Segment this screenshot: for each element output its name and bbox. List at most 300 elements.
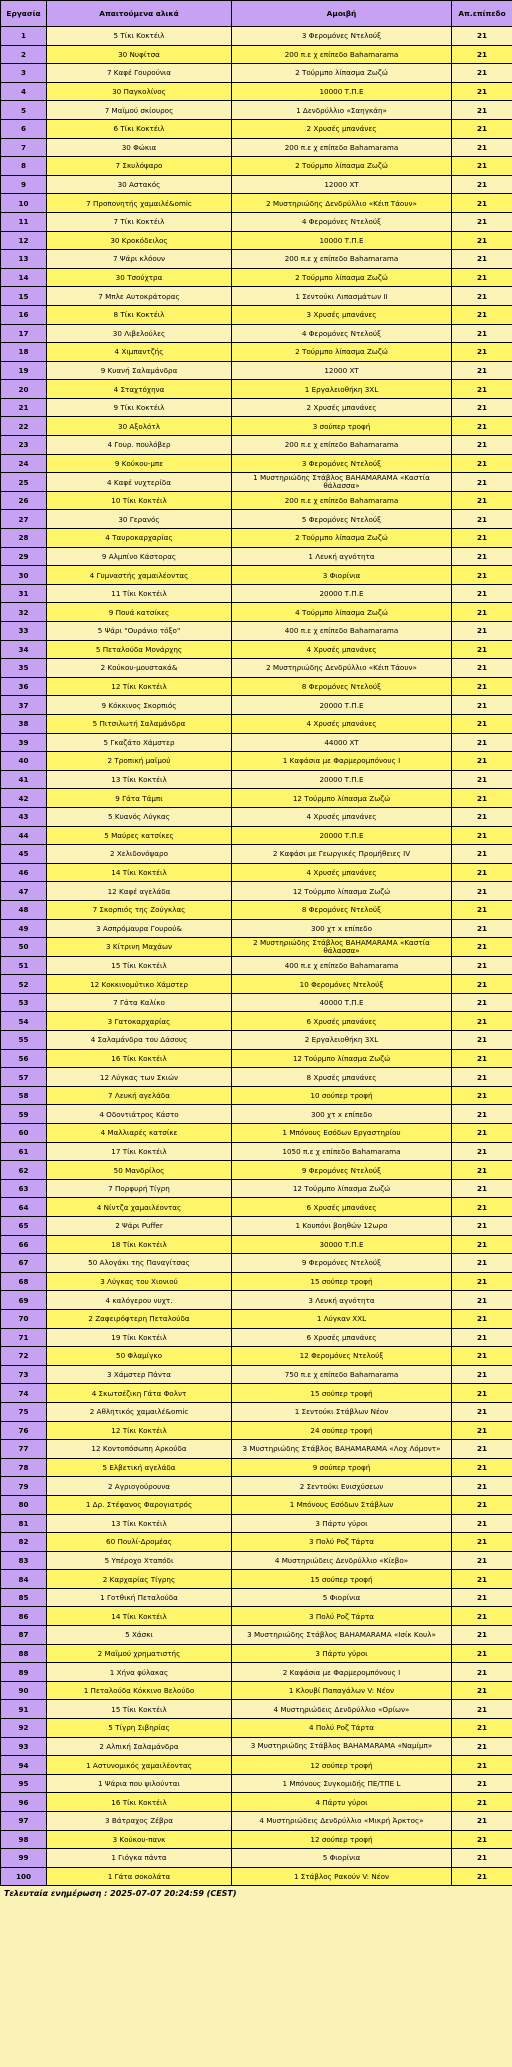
required-animals-cell: 6 Τίκι Κοκτέιλ (47, 119, 232, 138)
required-animals-cell: 7 Γάτα Καλίκο (47, 993, 232, 1012)
required-level-cell: 21 (452, 566, 512, 585)
task-number-cell: 43 (1, 807, 47, 826)
table-row (1, 1217, 512, 1236)
task-number-cell: 24 (1, 454, 47, 473)
table-row (1, 305, 512, 324)
reward-cell: 4 Πάρτυ γύροι (232, 1793, 452, 1812)
reward-cell: 2 Εργαλειοθήκη 3XL (232, 1031, 452, 1050)
table-row (1, 677, 512, 696)
required-animals-cell: 2 Τροπική μαϊμού (47, 752, 232, 771)
table-row (1, 417, 512, 436)
required-level-cell: 21 (452, 659, 512, 678)
required-animals-cell: 3 Γατοκαρχαρίας (47, 1012, 232, 1031)
task-number-cell: 15 (1, 287, 47, 306)
required-level-cell: 21 (452, 863, 512, 882)
reward-cell: 3 Πάρτυ γύροι (232, 1644, 452, 1663)
task-number-cell: 4 (1, 82, 47, 101)
required-animals-cell: 30 Γερανός (47, 510, 232, 529)
task-number-cell: 41 (1, 770, 47, 789)
reward-cell: 12 Τούρμπο λίπασμα Ζωζώ (232, 1179, 452, 1198)
table-row (1, 993, 512, 1012)
reward-cell: 15 σούπερ τροφή (232, 1570, 452, 1589)
reward-cell: 12000 XT (232, 361, 452, 380)
required-level-cell: 21 (452, 1812, 512, 1831)
required-level-cell: 21 (452, 640, 512, 659)
task-number-cell: 58 (1, 1086, 47, 1105)
task-number-cell: 95 (1, 1774, 47, 1793)
task-number-cell: 99 (1, 1849, 47, 1868)
table-row (1, 1142, 512, 1161)
table-row (1, 287, 512, 306)
reward-cell: 2 Τούρμπο λίπασμα Ζωζώ (232, 529, 452, 548)
required-animals-cell: 3 Χάμστερ Πάντα (47, 1365, 232, 1384)
required-level-cell: 21 (452, 1551, 512, 1570)
reward-cell: 3 Λευκή αγνότητα (232, 1291, 452, 1310)
required-level-cell: 21 (452, 752, 512, 771)
required-level-cell: 21 (452, 938, 512, 957)
task-number-cell: 63 (1, 1179, 47, 1198)
reward-cell: 200 π.ε χ επίπεδο Bahamarama (232, 491, 452, 510)
required-level-cell: 21 (452, 1421, 512, 1440)
required-level-cell: 21 (452, 529, 512, 548)
task-number-cell: 84 (1, 1570, 47, 1589)
required-animals-cell: 3 Λύγκας του Χιονιού (47, 1272, 232, 1291)
task-number-cell: 32 (1, 603, 47, 622)
required-animals-cell: 30 Τσούχτρα (47, 268, 232, 287)
task-number-cell: 52 (1, 975, 47, 994)
task-number-cell: 8 (1, 157, 47, 176)
table-row (1, 1458, 512, 1477)
table-row (1, 361, 512, 380)
reward-cell: 6 Χρυσές μπανάνες (232, 1012, 452, 1031)
table-row (1, 1328, 512, 1347)
reward-cell: 5 Φερομόνες Ντελούξ (232, 510, 452, 529)
task-number-cell: 66 (1, 1235, 47, 1254)
table-row (1, 1440, 512, 1459)
table-row (1, 752, 512, 771)
task-number-cell: 14 (1, 268, 47, 287)
required-animals-cell: 9 Πουά κατσίκες (47, 603, 232, 622)
required-animals-cell: 9 Κούκου-μπε (47, 454, 232, 473)
header-task: Εργασία (1, 1, 47, 27)
task-number-cell: 40 (1, 752, 47, 771)
task-number-cell: 100 (1, 1867, 47, 1886)
table-row (1, 1402, 512, 1421)
task-number-cell: 96 (1, 1793, 47, 1812)
required-animals-cell: 7 Μαϊμού σκίουρος (47, 101, 232, 120)
task-number-cell: 6 (1, 119, 47, 138)
header-required-level: Απ.επίπεδο (452, 1, 512, 27)
task-number-cell: 77 (1, 1440, 47, 1459)
task-number-cell: 38 (1, 714, 47, 733)
reward-cell: 2 Τούρμπο λίπασμα Ζωζώ (232, 343, 452, 362)
reward-cell: 1 Εργαλειοθήκη 3XL (232, 380, 452, 399)
table-row (1, 1421, 512, 1440)
reward-cell: 200 π.ε χ επίπεδο Bahamarama (232, 45, 452, 64)
reward-cell: 200 π.ε χ επίπεδο Bahamarama (232, 436, 452, 455)
required-animals-cell: 7 Μπλε Αυτοκράτορας (47, 287, 232, 306)
table-row (1, 714, 512, 733)
table-row (1, 1068, 512, 1087)
reward-cell: 5 Φιορίνια (232, 1588, 452, 1607)
reward-cell: 10000 Τ.Π.Ε (232, 231, 452, 250)
table-row (1, 807, 512, 826)
required-animals-cell: 12 Τίκι Κοκτέιλ (47, 1421, 232, 1440)
required-animals-cell: 4 Οδοντιάτρος Κάστο (47, 1105, 232, 1124)
task-number-cell: 70 (1, 1309, 47, 1328)
required-animals-cell: 7 Προπονητής χαμαιλέ&omic (47, 194, 232, 213)
required-animals-cell: 11 Τίκι Κοκτέιλ (47, 584, 232, 603)
required-animals-cell: 50 Μανδρίλος (47, 1161, 232, 1180)
reward-cell: 3 Πάρτυ γύροι (232, 1514, 452, 1533)
required-level-cell: 21 (452, 1533, 512, 1552)
table-row (1, 1681, 512, 1700)
table-row (1, 194, 512, 213)
reward-cell: 30000 Τ.Π.Ε (232, 1235, 452, 1254)
task-number-cell: 7 (1, 138, 47, 157)
required-animals-cell: 60 Πουλί-Δρομέας (47, 1533, 232, 1552)
table-row (1, 324, 512, 343)
task-number-cell: 64 (1, 1198, 47, 1217)
reward-cell: 10000 Τ.Π.Ε (232, 82, 452, 101)
table-row (1, 45, 512, 64)
reward-cell: 3 Χρυσές μπανάνες (232, 305, 452, 324)
required-level-cell: 21 (452, 770, 512, 789)
task-number-cell: 57 (1, 1068, 47, 1087)
required-animals-cell: 13 Τίκι Κοκτέιλ (47, 1514, 232, 1533)
task-number-cell: 73 (1, 1365, 47, 1384)
required-animals-cell: 10 Τίκι Κοκτέιλ (47, 491, 232, 510)
task-number-cell: 26 (1, 491, 47, 510)
required-level-cell: 21 (452, 491, 512, 510)
required-level-cell: 21 (452, 1477, 512, 1496)
task-number-cell: 59 (1, 1105, 47, 1124)
reward-cell: 20000 Τ.Π.Ε (232, 696, 452, 715)
required-level-cell: 21 (452, 993, 512, 1012)
table-row (1, 1235, 512, 1254)
required-level-cell: 21 (452, 1365, 512, 1384)
required-level-cell: 21 (452, 231, 512, 250)
reward-cell: 2 Καφάσια με Φαρμερομπόνους I (232, 1663, 452, 1682)
table-row (1, 919, 512, 938)
required-level-cell: 21 (452, 250, 512, 269)
task-number-cell: 45 (1, 845, 47, 864)
reward-cell: 15 σούπερ τροφή (232, 1272, 452, 1291)
required-animals-cell: 2 Αλπική Σαλαμάνδρα (47, 1737, 232, 1756)
table-row (1, 1626, 512, 1645)
table-row (1, 622, 512, 641)
table-row (1, 1830, 512, 1849)
reward-cell: 6 Χρυσές μπανάνες (232, 1198, 452, 1217)
required-level-cell: 21 (452, 1124, 512, 1143)
task-number-cell: 53 (1, 993, 47, 1012)
task-number-cell: 13 (1, 250, 47, 269)
task-number-cell: 81 (1, 1514, 47, 1533)
reward-cell: 8 Χρυσές μπανάνες (232, 1068, 452, 1087)
required-level-cell: 21 (452, 789, 512, 808)
required-level-cell: 21 (452, 1105, 512, 1124)
required-animals-cell: 1 Γιόγκα πάντα (47, 1849, 232, 1868)
required-level-cell: 21 (452, 27, 512, 46)
required-animals-cell: 50 Αλογάκι της Παναγίτσας (47, 1254, 232, 1273)
reward-cell: 4 Χρυσές μπανάνες (232, 863, 452, 882)
required-animals-cell: 4 Γουρ. πουλόβερ (47, 436, 232, 455)
table-row (1, 1700, 512, 1719)
required-animals-cell: 16 Τίκι Κοκτέιλ (47, 1793, 232, 1812)
reward-cell: 4 Φερομόνες Ντελούξ (232, 212, 452, 231)
required-animals-cell: 3 Βάτραχος Ζέβρα (47, 1812, 232, 1831)
task-number-cell: 55 (1, 1031, 47, 1050)
reward-cell: 3 Μυστηριώδης Στάβλος BAHAMARAMA «Ισίκ Κουλ» (232, 1626, 452, 1645)
required-level-cell: 21 (452, 361, 512, 380)
table-row (1, 1291, 512, 1310)
task-number-cell: 92 (1, 1719, 47, 1738)
reward-cell: 9 Φερομόνες Ντελούξ (232, 1254, 452, 1273)
reward-cell: 9 Φερομόνες Ντελούξ (232, 1161, 452, 1180)
reward-cell: 44000 XT (232, 733, 452, 752)
table-body (1, 27, 512, 1886)
reward-cell: 2 Σεντούκι Ενισχύσεων (232, 1477, 452, 1496)
table-row (1, 1570, 512, 1589)
required-level-cell: 21 (452, 733, 512, 752)
required-animals-cell: 2 Κούκου-μουστακά& (47, 659, 232, 678)
reward-cell: 12000 XT (232, 175, 452, 194)
required-level-cell: 21 (452, 1514, 512, 1533)
reward-cell: 3 Πολύ Ροζ Τάρτα (232, 1533, 452, 1552)
required-level-cell: 21 (452, 305, 512, 324)
required-animals-cell: 1 Ψάρια που ψιλούνται (47, 1774, 232, 1793)
table-row (1, 380, 512, 399)
required-animals-cell: 2 Αθλητικός χαμαιλέ&omic (47, 1402, 232, 1421)
reward-cell: 1 Κουπόνι βοηθών 12ωρο (232, 1217, 452, 1236)
required-level-cell: 21 (452, 1142, 512, 1161)
required-level-cell: 21 (452, 1626, 512, 1645)
table-row (1, 454, 512, 473)
task-number-cell: 91 (1, 1700, 47, 1719)
required-animals-cell: 30 Αξολότλ (47, 417, 232, 436)
task-number-cell: 30 (1, 566, 47, 585)
reward-cell: 4 Φερομόνες Ντελούξ (232, 324, 452, 343)
table-row (1, 1365, 512, 1384)
required-level-cell: 21 (452, 212, 512, 231)
required-animals-cell: 30 Κροκόδειλος (47, 231, 232, 250)
required-animals-cell: 5 Τίγρη Σιβηρίας (47, 1719, 232, 1738)
required-animals-cell: 1 Δρ. Στέφανος Φαρογιατρός (47, 1495, 232, 1514)
reward-cell: 4 Πολύ Ροζ Τάρτα (232, 1719, 452, 1738)
table-row (1, 231, 512, 250)
required-animals-cell: 5 Ψάρι "Ουράνιο τόξο" (47, 622, 232, 641)
reward-cell: 12 σούπερ τροφή (232, 1756, 452, 1775)
table-row (1, 1793, 512, 1812)
task-number-cell: 46 (1, 863, 47, 882)
required-level-cell: 21 (452, 1867, 512, 1886)
reward-cell: 1 Καφάσια με Φαρμερομπόνους I (232, 752, 452, 771)
required-animals-cell: 4 Γυμναστής χαμαιλέοντας (47, 566, 232, 585)
reward-cell: 3 Πολύ Ροζ Τάρτα (232, 1607, 452, 1626)
task-number-cell: 29 (1, 547, 47, 566)
task-number-cell: 93 (1, 1737, 47, 1756)
required-level-cell: 21 (452, 1068, 512, 1087)
task-number-cell: 51 (1, 956, 47, 975)
required-level-cell: 21 (452, 547, 512, 566)
reward-cell: 2 Τούρμπο λίπασμα Ζωζώ (232, 268, 452, 287)
required-level-cell: 21 (452, 1700, 512, 1719)
required-animals-cell: 12 Λύγκας των Σκιών (47, 1068, 232, 1087)
reward-cell: 3 σούπερ τροφή (232, 417, 452, 436)
task-number-cell: 60 (1, 1124, 47, 1143)
task-number-cell: 44 (1, 826, 47, 845)
required-level-cell: 21 (452, 1458, 512, 1477)
reward-cell: 1 Μπόνους Εσόδων Εργαστηρίου (232, 1124, 452, 1143)
table-row (1, 547, 512, 566)
required-animals-cell: 12 Καφέ αγελάδα (47, 882, 232, 901)
task-number-cell: 36 (1, 677, 47, 696)
reward-cell: 1050 π.ε χ επίπεδο Bahamarama (232, 1142, 452, 1161)
table-row (1, 27, 512, 46)
task-number-cell: 85 (1, 1588, 47, 1607)
task-number-cell: 61 (1, 1142, 47, 1161)
required-level-cell: 21 (452, 417, 512, 436)
table-row (1, 1495, 512, 1514)
required-animals-cell: 3 Κίτρινη Μαχάων (47, 938, 232, 957)
table-row (1, 1849, 512, 1868)
reward-cell: 3 Μυστηριώδης Στάβλος BAHAMARAMA «Λοχ Λόμοντ» (232, 1440, 452, 1459)
task-number-cell: 12 (1, 231, 47, 250)
required-level-cell: 21 (452, 1049, 512, 1068)
task-number-cell: 50 (1, 938, 47, 957)
reward-cell: 3 Φιορίνια (232, 566, 452, 585)
table-row (1, 1384, 512, 1403)
required-level-cell: 21 (452, 900, 512, 919)
required-level-cell: 21 (452, 826, 512, 845)
required-level-cell: 21 (452, 1719, 512, 1738)
required-animals-cell: 12 Κοντοπόσωπη Αρκούδα (47, 1440, 232, 1459)
table-row (1, 119, 512, 138)
task-number-cell: 87 (1, 1626, 47, 1645)
task-number-cell: 42 (1, 789, 47, 808)
task-number-cell: 68 (1, 1272, 47, 1291)
table-row (1, 789, 512, 808)
reward-cell: 4 Χρυσές μπανάνες (232, 807, 452, 826)
table-row (1, 1012, 512, 1031)
reward-cell: 8 Φερομόνες Ντελούξ (232, 900, 452, 919)
reward-cell: 8 Φερομόνες Ντελούξ (232, 677, 452, 696)
reward-cell: 20000 Τ.Π.Ε (232, 584, 452, 603)
table-row (1, 1588, 512, 1607)
required-animals-cell: 5 Χάσκι (47, 1626, 232, 1645)
task-number-cell: 48 (1, 900, 47, 919)
required-level-cell: 21 (452, 1737, 512, 1756)
required-level-cell: 21 (452, 45, 512, 64)
reward-cell: 2 Χρυσές μπανάνες (232, 119, 452, 138)
task-number-cell: 69 (1, 1291, 47, 1310)
task-number-cell: 80 (1, 1495, 47, 1514)
task-number-cell: 16 (1, 305, 47, 324)
table-row (1, 975, 512, 994)
task-number-cell: 35 (1, 659, 47, 678)
reward-cell: 4 Μυστηριώδεις Δενδρύλλιο «Μικρή Άρκτος» (232, 1812, 452, 1831)
task-number-cell: 25 (1, 473, 47, 492)
table-row (1, 882, 512, 901)
required-level-cell: 21 (452, 584, 512, 603)
required-level-cell: 21 (452, 1291, 512, 1310)
required-level-cell: 21 (452, 398, 512, 417)
table-row (1, 826, 512, 845)
table-row (1, 250, 512, 269)
required-animals-cell: 4 Σκωτσέζικη Γάτα Φολντ (47, 1384, 232, 1403)
required-animals-cell: 2 Ζαφειρόφτερη Πεταλούδα (47, 1309, 232, 1328)
reward-cell: 1 Σεντούκι Λιπασμάτων II (232, 287, 452, 306)
required-level-cell: 21 (452, 1347, 512, 1366)
table-row (1, 1179, 512, 1198)
table-row (1, 900, 512, 919)
reward-cell: 20000 Τ.Π.Ε (232, 770, 452, 789)
reward-cell: 12 σούπερ τροφή (232, 1830, 452, 1849)
table-row (1, 1272, 512, 1291)
task-number-cell: 39 (1, 733, 47, 752)
required-animals-cell: 30 Αστακός (47, 175, 232, 194)
task-number-cell: 9 (1, 175, 47, 194)
table-row (1, 1309, 512, 1328)
task-number-cell: 72 (1, 1347, 47, 1366)
required-animals-cell: 18 Τίκι Κοκτέιλ (47, 1235, 232, 1254)
required-animals-cell: 9 Κυανή Σαλαμάνδρα (47, 361, 232, 380)
reward-cell: 4 Τούρμπο λίπασμα Ζωζώ (232, 603, 452, 622)
required-animals-cell: 2 Μαϊμού χρηματιστής (47, 1644, 232, 1663)
table-row (1, 1756, 512, 1775)
table-row (1, 1105, 512, 1124)
required-animals-cell: 19 Τίκι Κοκτέιλ (47, 1328, 232, 1347)
required-animals-cell: 4 καλόγερου νυχτ. (47, 1291, 232, 1310)
reward-cell: 10 Φερομόνες Ντελούξ (232, 975, 452, 994)
task-number-cell: 86 (1, 1607, 47, 1626)
task-number-cell: 10 (1, 194, 47, 213)
required-animals-cell: 2 Αγριογούρουνα (47, 1477, 232, 1496)
required-animals-cell: 2 Καρχαρίας Τίγρης (47, 1570, 232, 1589)
task-number-cell: 74 (1, 1384, 47, 1403)
reward-cell: 300 χτ x επίπεδο (232, 1105, 452, 1124)
required-level-cell: 21 (452, 919, 512, 938)
required-animals-cell: 3 Ασπρόμαυρα Γουρού& (47, 919, 232, 938)
table-row (1, 1347, 512, 1366)
reward-cell: 300 χτ x επίπεδο (232, 919, 452, 938)
task-number-cell: 83 (1, 1551, 47, 1570)
required-level-cell: 21 (452, 1309, 512, 1328)
required-animals-cell: 2 Ψάρι Puffer (47, 1217, 232, 1236)
required-level-cell: 21 (452, 1644, 512, 1663)
required-animals-cell: 1 Γοτθική Πεταλούδα (47, 1588, 232, 1607)
task-number-cell: 5 (1, 101, 47, 120)
table-row (1, 603, 512, 622)
required-animals-cell: 30 Φώκια (47, 138, 232, 157)
required-animals-cell: 7 Σκορπιός της Ζούγκλας (47, 900, 232, 919)
required-level-cell: 21 (452, 268, 512, 287)
required-level-cell: 21 (452, 1607, 512, 1626)
required-level-cell: 21 (452, 1756, 512, 1775)
required-animals-cell: 4 Νίντζα χαμαιλέοντας (47, 1198, 232, 1217)
reward-cell: 3 Φερομόνες Ντελούξ (232, 454, 452, 473)
task-number-cell: 19 (1, 361, 47, 380)
table-row (1, 138, 512, 157)
reward-cell: 15 σούπερ τροφή (232, 1384, 452, 1403)
reward-cell: 200 π.ε χ επίπεδο Bahamarama (232, 138, 452, 157)
required-level-cell: 21 (452, 1328, 512, 1347)
required-level-cell: 21 (452, 138, 512, 157)
table-row (1, 491, 512, 510)
reward-cell: 1 Μυστηριώδης Στάβλος BAHAMARAMA «Καστία θάλασσα» (232, 473, 452, 492)
required-animals-cell: 4 Καφέ νυχτερίδα (47, 473, 232, 492)
table-row (1, 659, 512, 678)
